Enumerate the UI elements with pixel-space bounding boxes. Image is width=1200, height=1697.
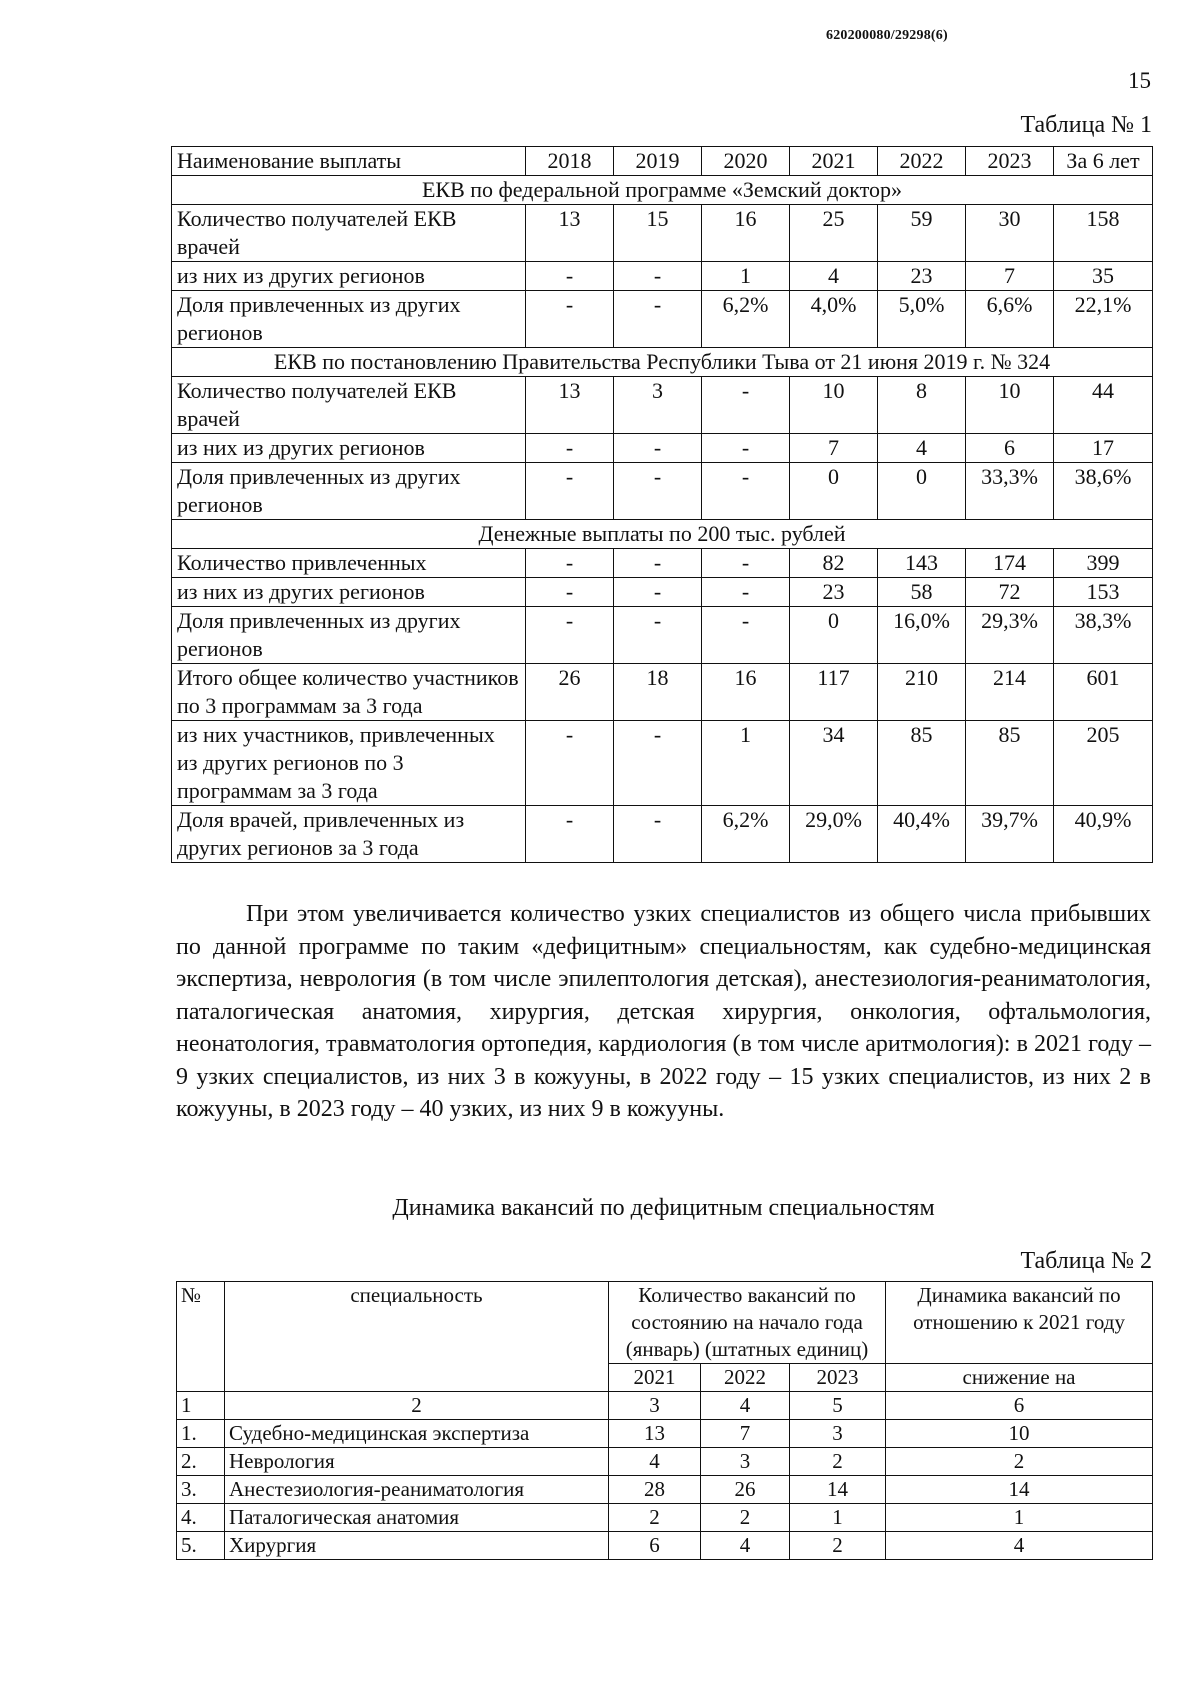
table1-cell: 10: [966, 377, 1054, 434]
section-title: Динамика вакансий по дефицитным специальностям: [392, 1195, 935, 1221]
table2-decrease-cell: 2: [886, 1448, 1153, 1476]
table1-cell: -: [614, 806, 702, 863]
table2-row-num: 2.: [177, 1448, 225, 1476]
table1-cell: 25: [790, 205, 878, 262]
table1-cell: -: [702, 607, 790, 664]
table2-cell: 4: [609, 1448, 701, 1476]
table1-row-label: из них участников, привлеченных из других регионов по 3 программам за 3 года: [172, 721, 526, 806]
table2-row: [177, 1476, 1153, 1504]
table1-cell: 7: [790, 434, 878, 463]
table1-cell: 214: [966, 664, 1054, 721]
table1-row: [172, 205, 1153, 262]
table2-row-specialty: Неврология: [225, 1448, 609, 1476]
table1-cell: 17: [1054, 434, 1153, 463]
table2-count-group-header: Количество вакансий по состоянию на начало года (январь) (штатных единиц): [609, 1282, 886, 1364]
table2-row: [177, 1420, 1153, 1448]
table1-cell: 4,0%: [790, 291, 878, 348]
table1-header-cell: За 6 лет: [1054, 147, 1153, 176]
table2-decrease-cell: 14: [886, 1476, 1153, 1504]
table1-cell: -: [526, 262, 614, 291]
table1-header-cell: 2018: [526, 147, 614, 176]
table1-cell: 15: [614, 205, 702, 262]
table2-index-cell: 1: [177, 1392, 225, 1420]
table1-cell: 26: [526, 664, 614, 721]
table1-cell: -: [614, 607, 702, 664]
table1-cell: 16,0%: [878, 607, 966, 664]
table1-cell: 44: [1054, 377, 1153, 434]
table2-row-num: 1.: [177, 1420, 225, 1448]
table1-cell: 601: [1054, 664, 1153, 721]
table1-cell: -: [702, 578, 790, 607]
document-code: 620200080/29298(6): [826, 28, 948, 43]
table1-cell: 0: [790, 607, 878, 664]
table1-cell: -: [614, 578, 702, 607]
table2-year-header: 2021: [609, 1364, 701, 1392]
table1-cell: 13: [526, 205, 614, 262]
table1-cell: 0: [878, 463, 966, 520]
body-paragraph: При этом увеличивается количество узких специалистов из общего числа прибывших по данной программе по таким «дефицитным» специальностям, как судебно-медицинская экспертиза, неврология (в том числе эпилептология детская), анестезиология-реаниматология, паталогическая анатомия, хирургия, детская хирургия, онкология, офтальмология, неонатология, травматология ортопедия, кардиология (в том числе аритмология): в 2021 году – 9 узких специалистов, из них 3 в кожууны, в 2022 году – 15 узких специалистов, из них 2 в кожууны, в 2023 году – 40 узких, из них 9 в кожууны.: [176, 901, 1151, 1122]
table1-cell: -: [614, 434, 702, 463]
page-number: 15: [1128, 68, 1151, 93]
table2-specialty-header: специальность: [225, 1282, 609, 1392]
table1-row-label: Итого общее количество участников по 3 программам за 3 года: [172, 664, 526, 721]
table1-cell: 7: [966, 262, 1054, 291]
table1-cell: -: [702, 377, 790, 434]
table1-section-row: [172, 520, 1153, 549]
table1-row: [172, 549, 1153, 578]
table1-row-label: Доля привлеченных из других регионов: [172, 291, 526, 348]
table2-caption: Таблица № 2: [1020, 1248, 1152, 1274]
table1-cell: 18: [614, 664, 702, 721]
table1-cell: 29,3%: [966, 607, 1054, 664]
table1-cell: 23: [790, 578, 878, 607]
table2-cell: 28: [609, 1476, 701, 1504]
table1-cell: 143: [878, 549, 966, 578]
table2-row-num: 5.: [177, 1532, 225, 1560]
table1-cell: 10: [790, 377, 878, 434]
table1-cell: 58: [878, 578, 966, 607]
table2-decrease-cell: 4: [886, 1532, 1153, 1560]
table2-cell: 13: [609, 1420, 701, 1448]
table1-cell: 1: [702, 721, 790, 806]
table2-dynamics-group-header: Динамика вакансий по отношению к 2021 году: [886, 1282, 1153, 1364]
table1-cell: -: [614, 291, 702, 348]
table2-cell: 6: [609, 1532, 701, 1560]
table1-cell: -: [526, 291, 614, 348]
table2-row-specialty: Анестезиология-реаниматология: [225, 1476, 609, 1504]
table2-cell: 26: [701, 1476, 790, 1504]
table1-cell: 59: [878, 205, 966, 262]
table1-row: [172, 607, 1153, 664]
table1-cell: -: [614, 549, 702, 578]
table1-cell: 158: [1054, 205, 1153, 262]
table1-caption: Таблица № 1: [1020, 112, 1152, 138]
table1-cell: -: [614, 262, 702, 291]
table1-cell: -: [702, 434, 790, 463]
table1-cell: 82: [790, 549, 878, 578]
table1-row: [172, 664, 1153, 721]
table1-section-title: ЕКВ по постановлению Правительства Республики Тыва от 21 июня 2019 г. № 324: [172, 348, 1153, 377]
table1-cell: 6,2%: [702, 806, 790, 863]
table1-cell: 174: [966, 549, 1054, 578]
table1-row-label: Доля привлеченных из других регионов: [172, 607, 526, 664]
table1-row-label: из них из других регионов: [172, 578, 526, 607]
table2-cell: 2: [609, 1504, 701, 1532]
table1-cell: 5,0%: [878, 291, 966, 348]
table1-cell: 33,3%: [966, 463, 1054, 520]
table1-cell: 40,4%: [878, 806, 966, 863]
table1-header-cell: 2023: [966, 147, 1054, 176]
table1-cell: 13: [526, 377, 614, 434]
table1-cell: 35: [1054, 262, 1153, 291]
table2-cell: 4: [701, 1532, 790, 1560]
table1-row-label: Количество привлеченных: [172, 549, 526, 578]
table1-cell: -: [614, 463, 702, 520]
table1-cell: -: [614, 721, 702, 806]
table2-cell: 3: [701, 1448, 790, 1476]
table1-cell: 8: [878, 377, 966, 434]
table1-cell: -: [702, 463, 790, 520]
table2-cell: 14: [790, 1476, 886, 1504]
table1-cell: 6: [966, 434, 1054, 463]
table1-cell: 85: [966, 721, 1054, 806]
table2-index-cell: 2: [225, 1392, 609, 1420]
table2-row-num: 3.: [177, 1476, 225, 1504]
table1-cell: 34: [790, 721, 878, 806]
table1-row: [172, 262, 1153, 291]
table1-cell: 3: [614, 377, 702, 434]
table2-index-cell: 6: [886, 1392, 1153, 1420]
table1-cell: 29,0%: [790, 806, 878, 863]
table2-header-row: [177, 1282, 1153, 1364]
table1-header-cell: 2021: [790, 147, 878, 176]
table1-header-cell: Наименование выплаты: [172, 147, 526, 176]
table1-row: [172, 806, 1153, 863]
table1-cell: 39,7%: [966, 806, 1054, 863]
table2-row-num: 4.: [177, 1504, 225, 1532]
table2-cell: 2: [701, 1504, 790, 1532]
table2-row: [177, 1448, 1153, 1476]
table1-section-title: ЕКВ по федеральной программе «Земский доктор»: [172, 176, 1153, 205]
table1-cell: 16: [702, 664, 790, 721]
table1-cell: -: [526, 578, 614, 607]
table1-cell: 153: [1054, 578, 1153, 607]
table1-row: [172, 463, 1153, 520]
table1-cell: 205: [1054, 721, 1153, 806]
table2-cell: 2: [790, 1448, 886, 1476]
table1-row-label: Доля врачей, привлеченных из других регионов за 3 года: [172, 806, 526, 863]
table2-row-specialty: Паталогическая анатомия: [225, 1504, 609, 1532]
table2-year-header: 2022: [701, 1364, 790, 1392]
table2-year-header: 2023: [790, 1364, 886, 1392]
table1-row: [172, 721, 1153, 806]
table1-cell: 38,3%: [1054, 607, 1153, 664]
table1-row-label: Количество получателей ЕКВ врачей: [172, 205, 526, 262]
table1-cell: 40,9%: [1054, 806, 1153, 863]
table1-section-row: [172, 348, 1153, 377]
table1-row-label: из них из других регионов: [172, 262, 526, 291]
table1-section-row: [172, 176, 1153, 205]
table1-cell: 30: [966, 205, 1054, 262]
table1-cell: -: [526, 721, 614, 806]
table1-cell: 6,6%: [966, 291, 1054, 348]
table1-cell: 85: [878, 721, 966, 806]
table2-index-row: [177, 1392, 1153, 1420]
table1-row: [172, 291, 1153, 348]
table1-header-cell: 2020: [702, 147, 790, 176]
table1-cell: -: [526, 607, 614, 664]
table1-cell: 16: [702, 205, 790, 262]
table1-cell: 210: [878, 664, 966, 721]
table2-cell: 2: [790, 1532, 886, 1560]
table1-cell: 22,1%: [1054, 291, 1153, 348]
table2-index-cell: 4: [701, 1392, 790, 1420]
table1-row-label: из них из других регионов: [172, 434, 526, 463]
table1-cell: 38,6%: [1054, 463, 1153, 520]
table1-header-cell: 2019: [614, 147, 702, 176]
table1-cell: 117: [790, 664, 878, 721]
table2-cell: 7: [701, 1420, 790, 1448]
table1-row: [172, 578, 1153, 607]
table1-cell: -: [526, 434, 614, 463]
table2-cell: 3: [790, 1420, 886, 1448]
table1-cell: 1: [702, 262, 790, 291]
table1-cell: -: [526, 806, 614, 863]
table1-header-row: [172, 147, 1153, 176]
table2-decrease-cell: 1: [886, 1504, 1153, 1532]
table1-cell: 23: [878, 262, 966, 291]
vacancies-table: [176, 1281, 1153, 1560]
table1-cell: -: [702, 549, 790, 578]
table1-row-label: Доля привлеченных из других регионов: [172, 463, 526, 520]
table2-row: [177, 1532, 1153, 1560]
table1-cell: 0: [790, 463, 878, 520]
table2-decrease-header: снижение на: [886, 1364, 1153, 1392]
table1-cell: 4: [878, 434, 966, 463]
table1-cell: 6,2%: [702, 291, 790, 348]
payments-table: [171, 146, 1153, 863]
table2-row-specialty: Хирургия: [225, 1532, 609, 1560]
table2-num-header: №: [177, 1282, 225, 1392]
table1-header-cell: 2022: [878, 147, 966, 176]
table1-row: [172, 434, 1153, 463]
table2-row-specialty: Судебно-медицинская экспертиза: [225, 1420, 609, 1448]
table1-cell: -: [526, 549, 614, 578]
table2-index-cell: 5: [790, 1392, 886, 1420]
table1-cell: -: [526, 463, 614, 520]
table2-index-cell: 3: [609, 1392, 701, 1420]
table2-decrease-cell: 10: [886, 1420, 1153, 1448]
table1-cell: 4: [790, 262, 878, 291]
table2-cell: 1: [790, 1504, 886, 1532]
table1-row: [172, 377, 1153, 434]
table1-cell: 72: [966, 578, 1054, 607]
table1-section-title: Денежные выплаты по 200 тыс. рублей: [172, 520, 1153, 549]
table2-row: [177, 1504, 1153, 1532]
table1-cell: 399: [1054, 549, 1153, 578]
table1-row-label: Количество получателей ЕКВ врачей: [172, 377, 526, 434]
